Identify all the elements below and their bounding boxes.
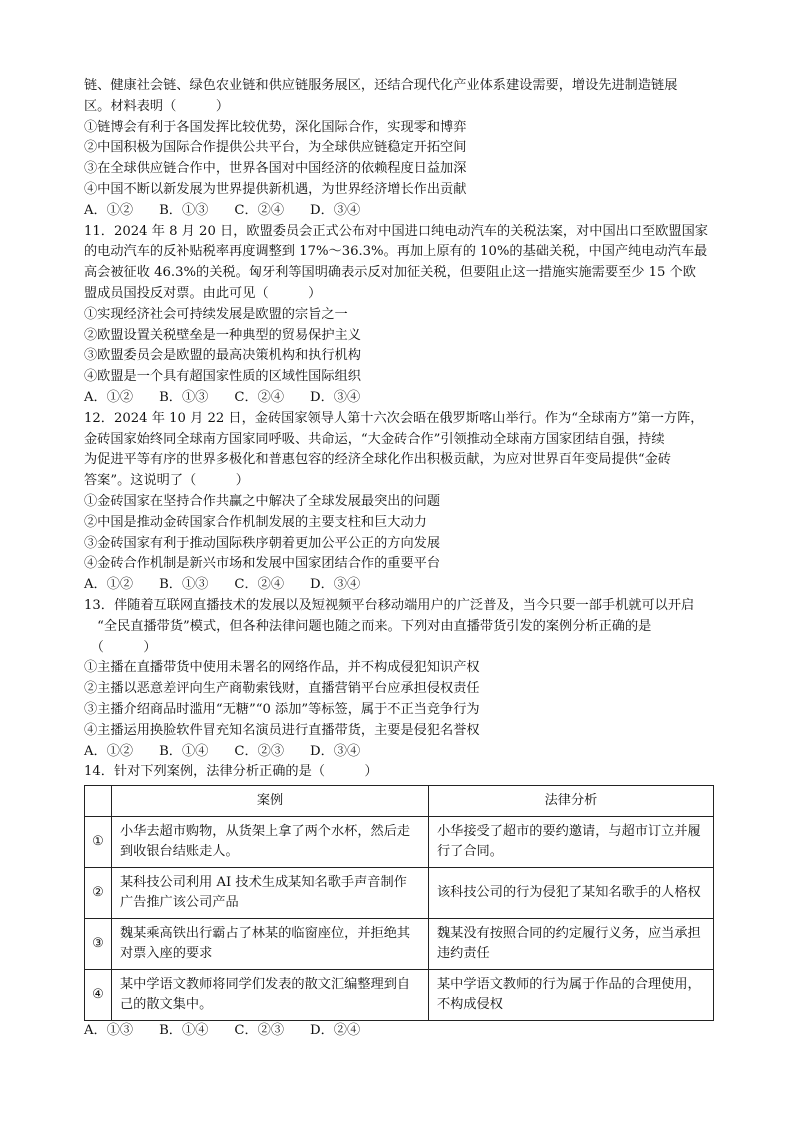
row-number: ① [85,817,112,868]
case-cell: 魏某乘高铁出行霸占了林某的临窗座位，并拒绝其对票入座的要求 [112,919,429,970]
stem-line: 盟成员国投反对票。由此可见（ ） [84,285,322,301]
table-row [85,817,714,868]
choice-item: ③在全球供应链合作中，世界各国对中国经济的依赖程度日益加深 [84,161,467,177]
option-b[interactable]: B．①④ [159,743,209,759]
choice-item: ①链博会有利于各国发挥比较优势，深化国际合作，实现零和博弈 [84,119,467,135]
table-row [85,868,714,919]
analysis-cell: 该科技公司的行为侵犯了某知名歌手的人格权 [429,868,714,919]
question-11 [84,222,714,409]
answer-options [84,388,714,409]
option-c[interactable]: C．②④ [234,389,285,405]
answer-options [84,742,714,763]
question-14 [84,762,714,1042]
answer-options [84,1021,714,1042]
choice-item: ③主播介绍商品时滥用“无糖”“0 添加”等标签，属于不正当竞争行为 [84,701,480,717]
option-c[interactable]: C．②③ [234,743,285,759]
answer-options [84,575,714,596]
stem-line: 的电动汽车的反补贴税率再度调整到 17%～36.3%。再加上原有的 10%的基础关税，中国产纯电动汽车最 [84,244,708,260]
option-a[interactable]: A．①② [84,743,134,759]
analysis-cell: 魏某没有按照合同的约定履行义务，应当承担违约责任 [429,919,714,970]
choice-item: ①实现经济社会可持续发展是欧盟的宗旨之一 [84,306,348,322]
option-a[interactable]: A．①③ [84,1023,134,1039]
option-d[interactable]: D．③④ [310,202,361,218]
case-cell: 某中学语文教师将同学们发表的散文汇编整理到自己的散文集中。 [112,970,429,1021]
option-b[interactable]: B．①③ [159,577,209,593]
option-d[interactable]: D．③④ [310,389,361,405]
option-c[interactable]: C．②④ [234,577,285,593]
option-c[interactable]: C．②③ [234,1023,285,1039]
choice-item: ④中国不断以新发展为世界提供新机遇，为世界经济增长作出贡献 [84,181,467,197]
row-number: ② [85,868,112,919]
choice-item: ②欧盟设置关税壁垒是一种典型的贸易保护主义 [84,327,361,343]
choice-item: ①主播在直播带货中使用未署名的网络作品，并不构成侵犯知识产权 [84,660,480,676]
row-number: ④ [85,970,112,1021]
case-cell: 小华去超市购物，从货架上拿了两个水杯，然后走到收银台结账走人。 [112,817,429,868]
stem-line: （ ） [84,639,157,655]
stem-line: 区。材料表明（ ） [84,98,230,114]
case-cell: 某科技公司利用 AI 技术生成某知名歌手声音制作广告推广该公司产品 [112,868,429,919]
header-analysis: 法律分析 [429,786,714,817]
choice-item: ②中国积极为国际合作提供公共平台，为全球供应链稳定开拓空间 [84,140,467,156]
row-number: ③ [85,919,112,970]
stem-line: 11．2024 年 8 月 20 日，欧盟委员会正式公布对中国进口纯电动汽车的关税法案，对中国出口至欧盟国家 [84,223,708,239]
question-13 [84,596,714,762]
option-d[interactable]: D．③④ [310,743,361,759]
choice-item: ②主播以恶意差评向生产商勒索钱财，直播营销平台应承担侵权责任 [84,681,480,697]
header-case: 案例 [112,786,429,817]
stem-line: 金砖国家始终同全球南方国家同呼吸、共命运，“大金砖合作”引领推动全球南方国家团结自强，持续 [84,431,665,447]
choice-item: ④主播运用换脸软件冒充知名演员进行直播带货，主要是侵犯名誉权 [84,722,480,738]
option-a[interactable]: A．①② [84,202,134,218]
question-10 [84,76,714,222]
option-a[interactable]: A．①② [84,577,134,593]
answer-options [84,201,714,222]
stem-line: “全民直播带货”模式，但各种法律问题也随之而来。下列对由直播带货引发的案例分析正确的是 [84,618,652,634]
stem-line: 链、健康社会链、绿色农业链和供应链服务展区，还结合现代化产业体系建设需要，增设先进制造链展 [84,78,678,93]
option-c[interactable]: C．②④ [234,202,285,218]
exam-page [84,76,714,1042]
option-d[interactable]: D．②④ [310,1023,361,1039]
option-d[interactable]: D．③④ [310,577,361,593]
choice-item: ②中国是推动金砖国家合作机制发展的主要支柱和巨大动力 [84,514,427,530]
analysis-cell: 小华接受了超市的要约邀请，与超市订立并履行了合同。 [429,817,714,868]
stem-line: 13．伴随着互联网直播技术的发展以及短视频平台移动端用户的广泛普及，当今只要一部手机就可以开启 [84,597,695,613]
choice-item: ④欧盟是一个具有超国家性质的区域性国际组织 [84,369,361,385]
option-b[interactable]: B．①③ [159,389,209,405]
choice-item: ①金砖国家在坚持合作共赢之中解决了全球发展最突出的问题 [84,493,441,509]
option-a[interactable]: A．①② [84,389,134,405]
option-b[interactable]: B．①③ [159,202,209,218]
table-row [85,970,714,1021]
choice-item: ④金砖合作机制是新兴市场和发展中国家团结合作的重要平台 [84,556,441,572]
stem-line: 高会被征收 46.3%的关税。匈牙利等国明确表示反对加征关税，但要阻止这一措施实施需要至少 15 个欧 [84,265,696,281]
stem-line: 答案”。这说明了（ ） [84,473,249,489]
stem-line: 14．针对下列案例，法律分析正确的是（ ） [84,764,378,780]
table-row [85,919,714,970]
option-b[interactable]: B．①④ [159,1023,209,1039]
question-12 [84,409,714,596]
table-header-row [85,786,714,817]
analysis-cell: 某中学语文教师的行为属于作品的合理使用，不构成侵权 [429,970,714,1021]
choice-item: ③欧盟委员会是欧盟的最高决策机构和执行机构 [84,348,361,364]
header-num [85,786,112,817]
choice-item: ③金砖国家有利于推动国际秩序朝着更加公平公正的方向发展 [84,535,441,551]
stem-line: 为促进平等有序的世界多极化和普惠包容的经济全球化作出积极贡献，为应对世界百年变局提供“金砖 [84,452,671,468]
stem-line: 12．2024 年 10 月 22 日，金砖国家领导人第十六次会晤在俄罗斯喀山举行。作为“全球南方”第一方阵， [84,410,704,426]
case-table [84,785,714,1021]
